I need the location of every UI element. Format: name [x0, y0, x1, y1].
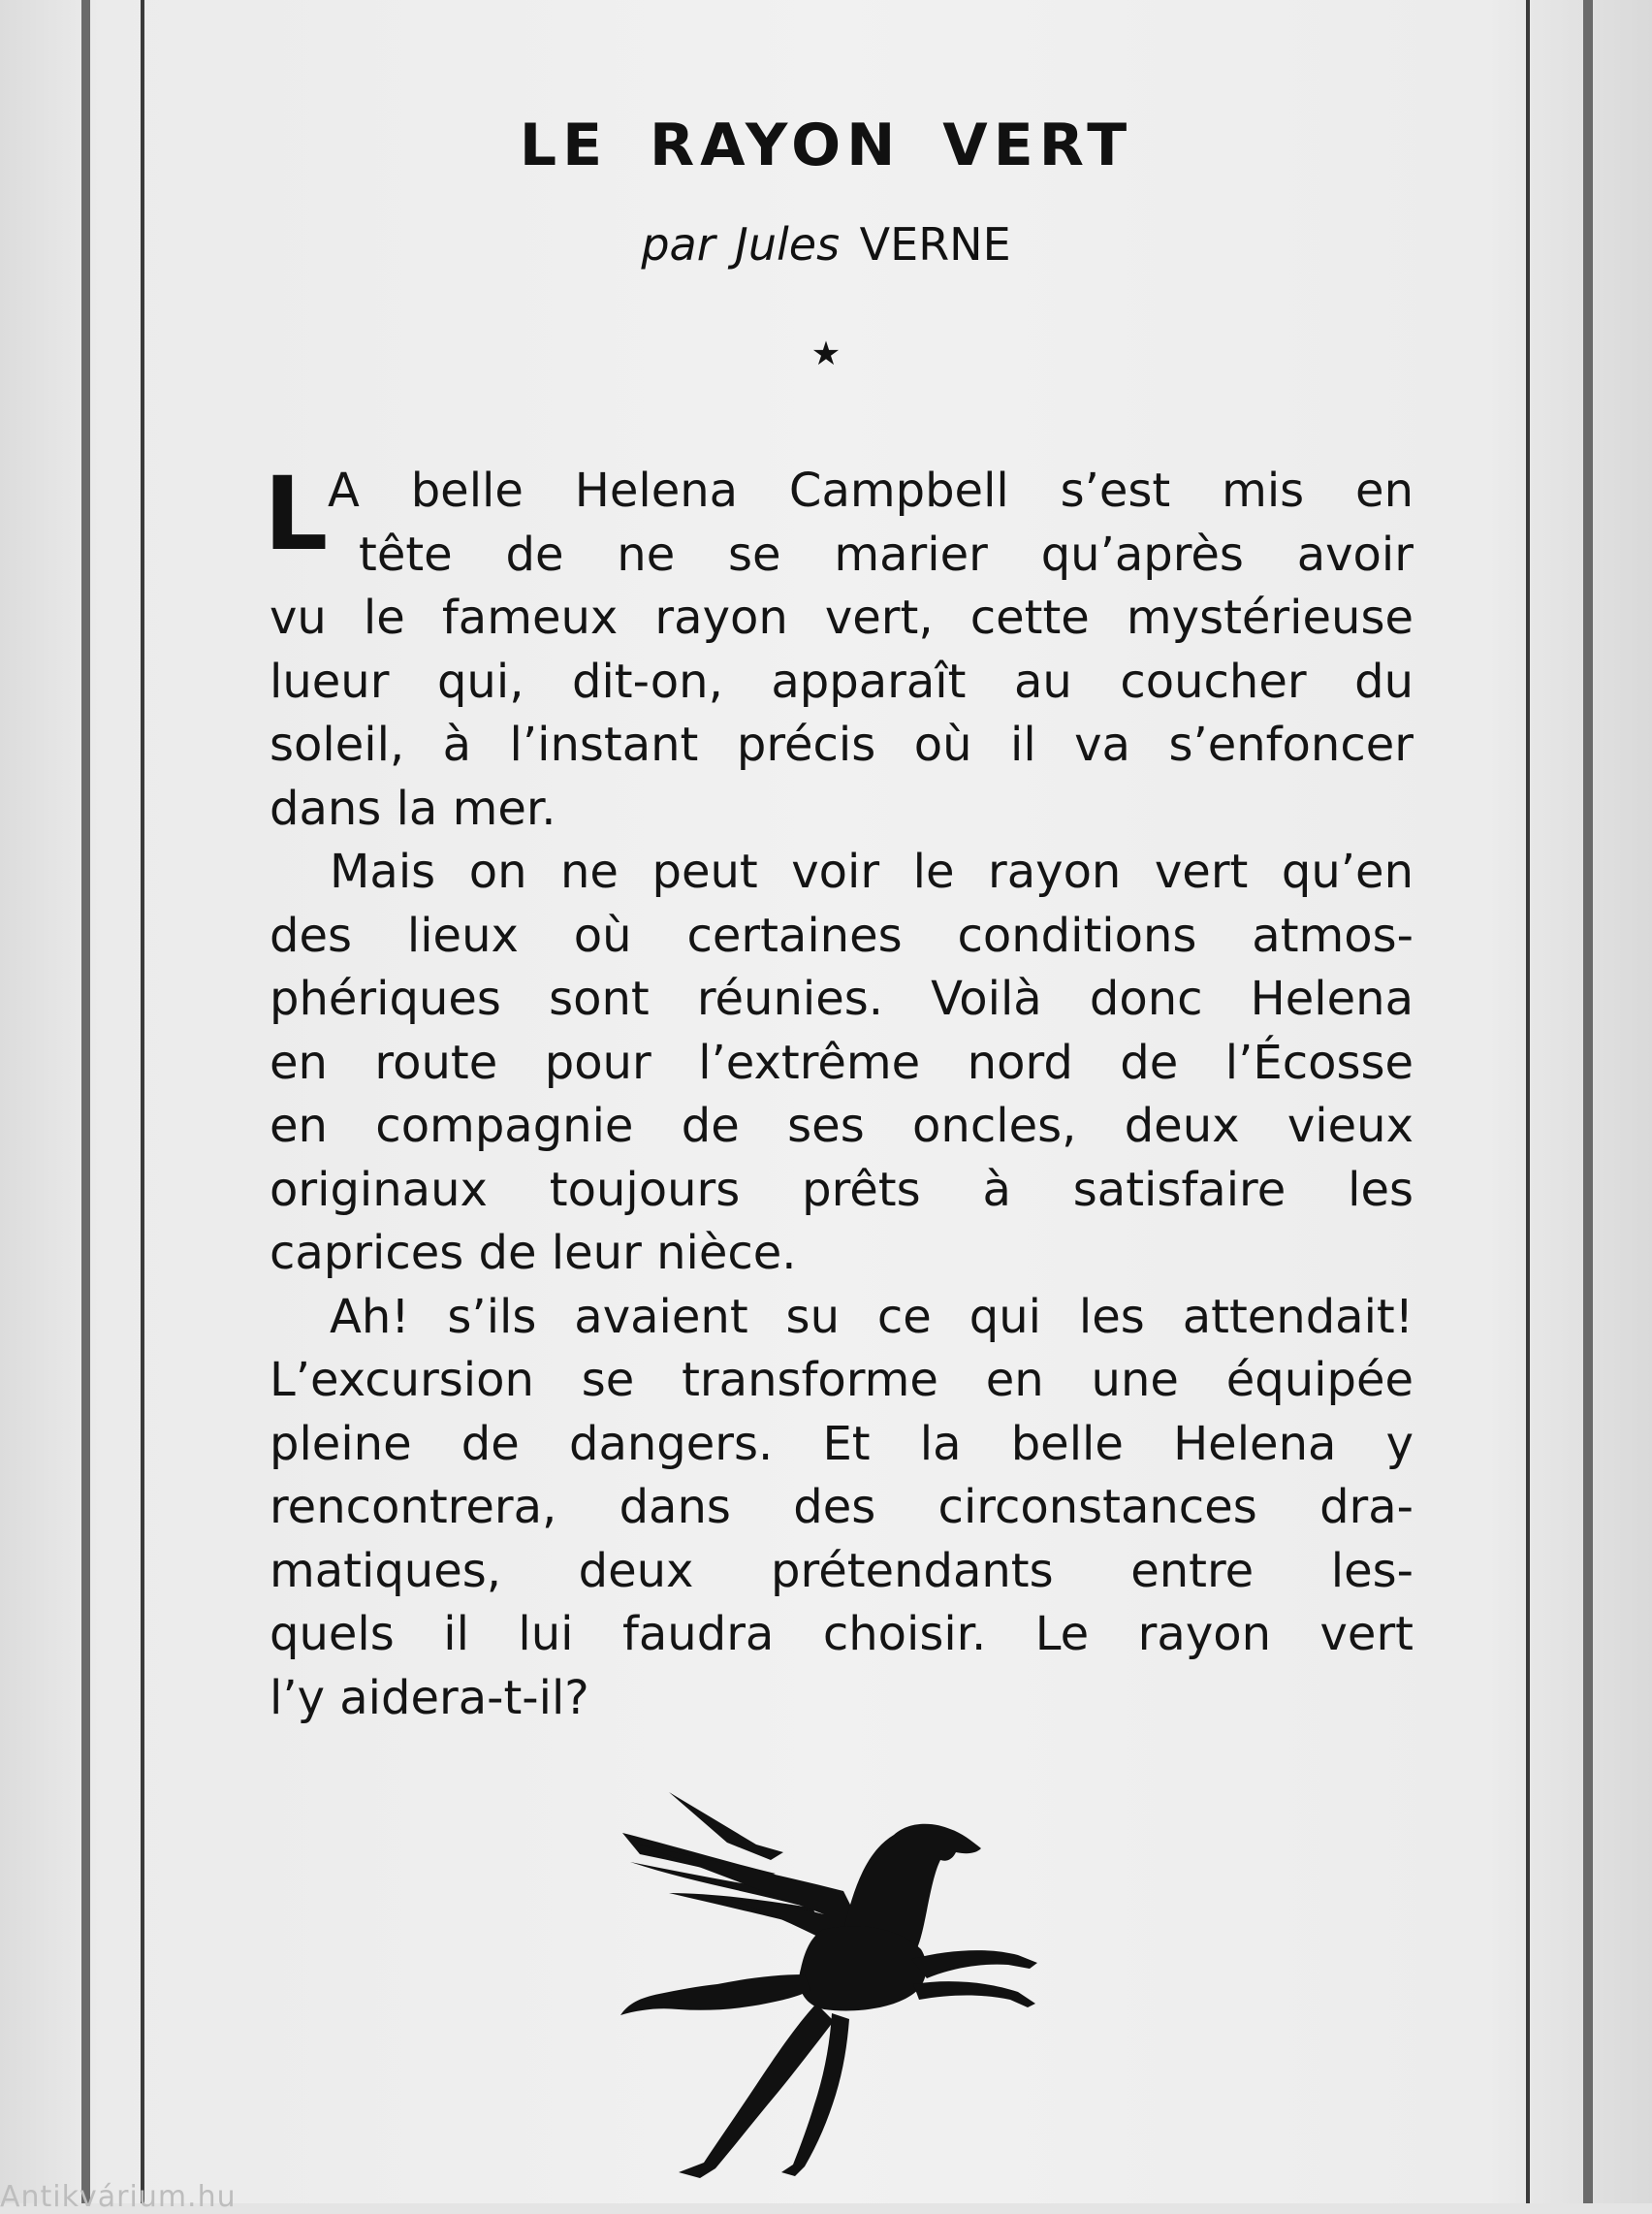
text-line: vu le fameux rayon vert, cette mystérieuse	[270, 591, 1414, 645]
text-line: dans la mer.	[270, 781, 556, 836]
text-line: en route pour l’extrême nord de l’Écosse	[270, 1035, 1414, 1090]
synopsis-text	[264, 455, 1414, 1730]
text-line: tête de ne se marier qu’après avoir	[359, 527, 1414, 582]
text-line: Mais on ne peut voir le rayon vert qu’en	[330, 845, 1414, 899]
text-line: originaux toujours prêts à satisfaire les	[270, 1162, 1414, 1217]
outer-right-border-rule	[1583, 0, 1593, 2203]
author-prefix: par Jules	[641, 218, 841, 271]
text-line: Ah! s’ils avaient su ce qui les attendait!	[330, 1289, 1414, 1344]
text-line: caprices de leur nièce.	[270, 1226, 797, 1280]
text-line: lueur qui, dit-on, apparaît au coucher du	[270, 654, 1414, 709]
text-line: matiques, deux prétendants entre les-	[270, 1543, 1414, 1598]
text-line: phériques sont réunies. Voilà donc Helena	[270, 972, 1414, 1026]
inner-right-border-rule	[1526, 0, 1530, 2203]
watermark: Antikvárium.hu	[0, 2180, 237, 2214]
text-line: quels il lui faudra choisir. Le rayon vert	[270, 1607, 1414, 1661]
star-ornament-icon: ★	[810, 335, 842, 373]
drop-cap: L	[264, 455, 329, 573]
book-title: LE RAYON VERT	[519, 112, 1133, 179]
inner-left-border-rule	[141, 0, 144, 2203]
text-line: pleine de dangers. Et la belle Helena y	[270, 1416, 1414, 1471]
outer-left-border-rule	[81, 0, 90, 2203]
pegasus-logo-icon	[611, 1784, 1105, 2192]
text-line: L’excursion se transforme en une équipée	[270, 1353, 1414, 1407]
text-line: l’y aidera-t-il?	[270, 1670, 589, 1725]
author-surname: VERNE	[859, 218, 1011, 271]
text-line: rencontrera, dans des circonstances dra-	[270, 1480, 1414, 1534]
text-line: A belle Helena Campbell s’est mis en	[328, 464, 1414, 518]
text-line: soleil, à l’instant précis où il va s’enfoncer	[270, 718, 1414, 772]
text-line: en compagnie de ses oncles, deux vieux	[270, 1099, 1414, 1153]
author-line	[0, 218, 1652, 271]
text-line: des lieux où certaines conditions atmos-	[270, 908, 1414, 963]
